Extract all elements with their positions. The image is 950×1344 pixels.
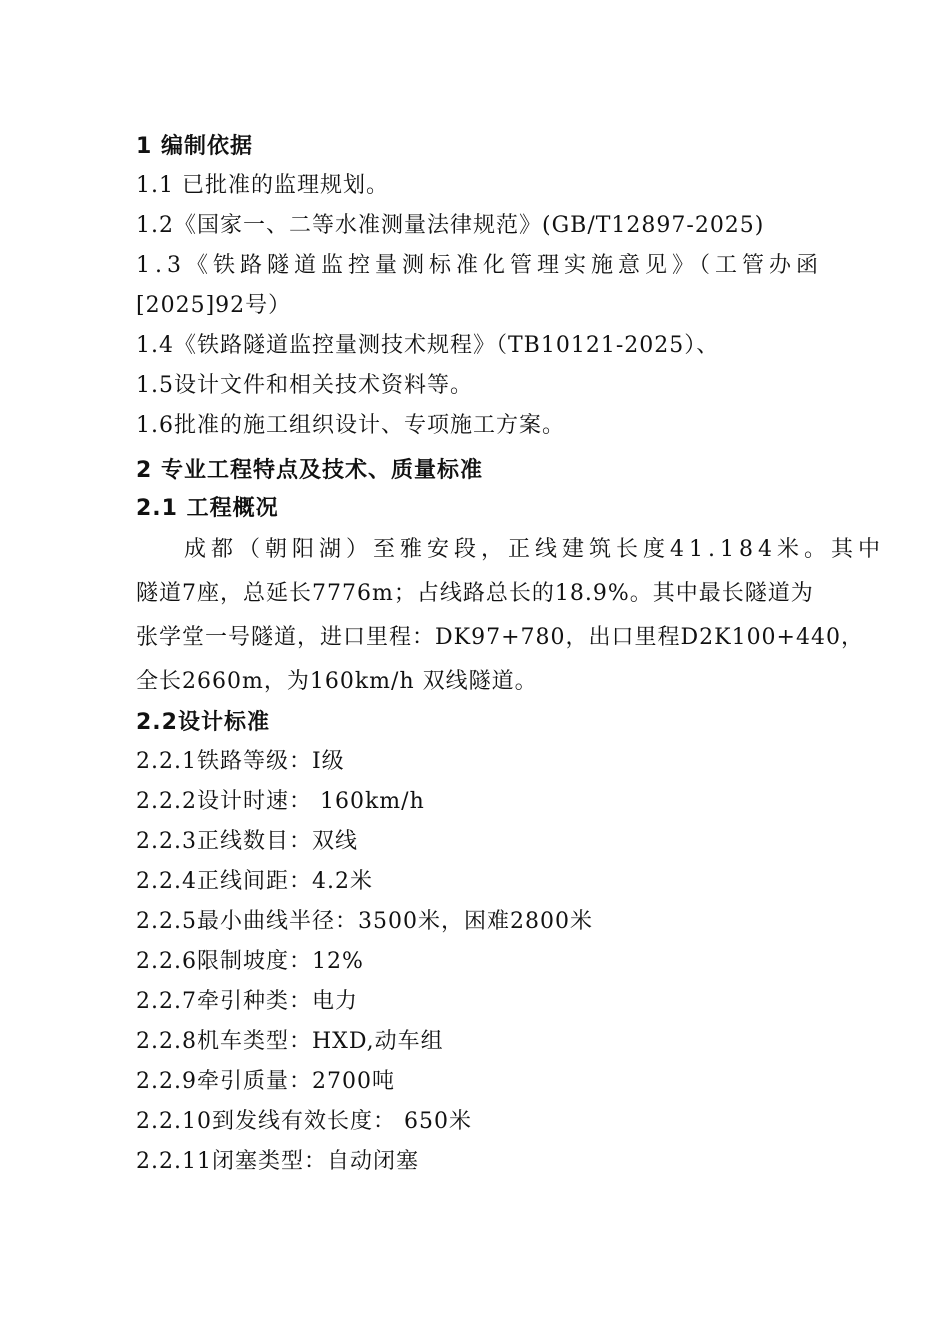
list-item: 2.2.6限制坡度：12% bbox=[136, 949, 364, 974]
paragraph-line: 张学堂一号隧道，进口里程：DK97+780，出口里程D2K100+440， bbox=[136, 625, 864, 650]
list-item: 2.2.2设计时速： 160km/h bbox=[136, 789, 425, 814]
list-item: 2.2.7牵引种类：电力 bbox=[136, 989, 358, 1014]
list-item: 1.4《铁路隧道监控量测技术规程》（TB10121-2025）、 bbox=[136, 333, 720, 358]
list-item: 1.5设计文件和相关技术资料等。 bbox=[136, 373, 473, 398]
list-item: 2.2.9牵引质量：2700吨 bbox=[136, 1069, 395, 1094]
list-item: 1.1 已批准的监理规划。 bbox=[136, 173, 389, 198]
paragraph-line: 全长2660m，为160km/h 双线隧道。 bbox=[136, 669, 538, 694]
list-item: 2.2.5最小曲线半径：3500米，困难2800米 bbox=[136, 909, 593, 934]
list-item: 2.2.1铁路等级：I级 bbox=[136, 749, 345, 774]
section-2-2-heading: 2.2设计标准 bbox=[136, 710, 270, 735]
document-body bbox=[136, 128, 885, 1182]
list-item: 1.6批准的施工组织设计、专项施工方案。 bbox=[136, 413, 565, 438]
overview-paragraph bbox=[136, 528, 885, 704]
list-item: 2.2.10到发线有效长度： 650米 bbox=[136, 1109, 472, 1134]
section-2-1-heading: 2.1 工程概况 bbox=[136, 496, 279, 521]
section-1-heading: 1 编制依据 bbox=[136, 134, 253, 159]
list-item: 2.2.11闭塞类型：自动闭塞 bbox=[136, 1149, 419, 1174]
section-2-heading: 2 专业工程特点及技术、质量标准 bbox=[136, 458, 483, 483]
list-item: [2025]92号） bbox=[136, 293, 292, 318]
list-item: 2.2.8机车类型：HXD,动车组 bbox=[136, 1029, 444, 1054]
paragraph-line: 成都（朝阳湖）至雅安段，正线建筑长度41.184米。其中 bbox=[184, 537, 885, 562]
paragraph-line: 隧道7座，总延长7776m；占线路总长的18.9%。其中最长隧道为 bbox=[136, 581, 814, 606]
list-item: 1.3《铁路隧道监控量测标准化管理实施意见》（工管办函 bbox=[136, 253, 823, 278]
list-item: 1.2《国家一、二等水准测量法律规范》(GB/T12897-2025) bbox=[136, 213, 765, 238]
list-item: 2.2.3正线数目：双线 bbox=[136, 829, 358, 854]
list-item: 2.2.4正线间距：4.2米 bbox=[136, 869, 373, 894]
